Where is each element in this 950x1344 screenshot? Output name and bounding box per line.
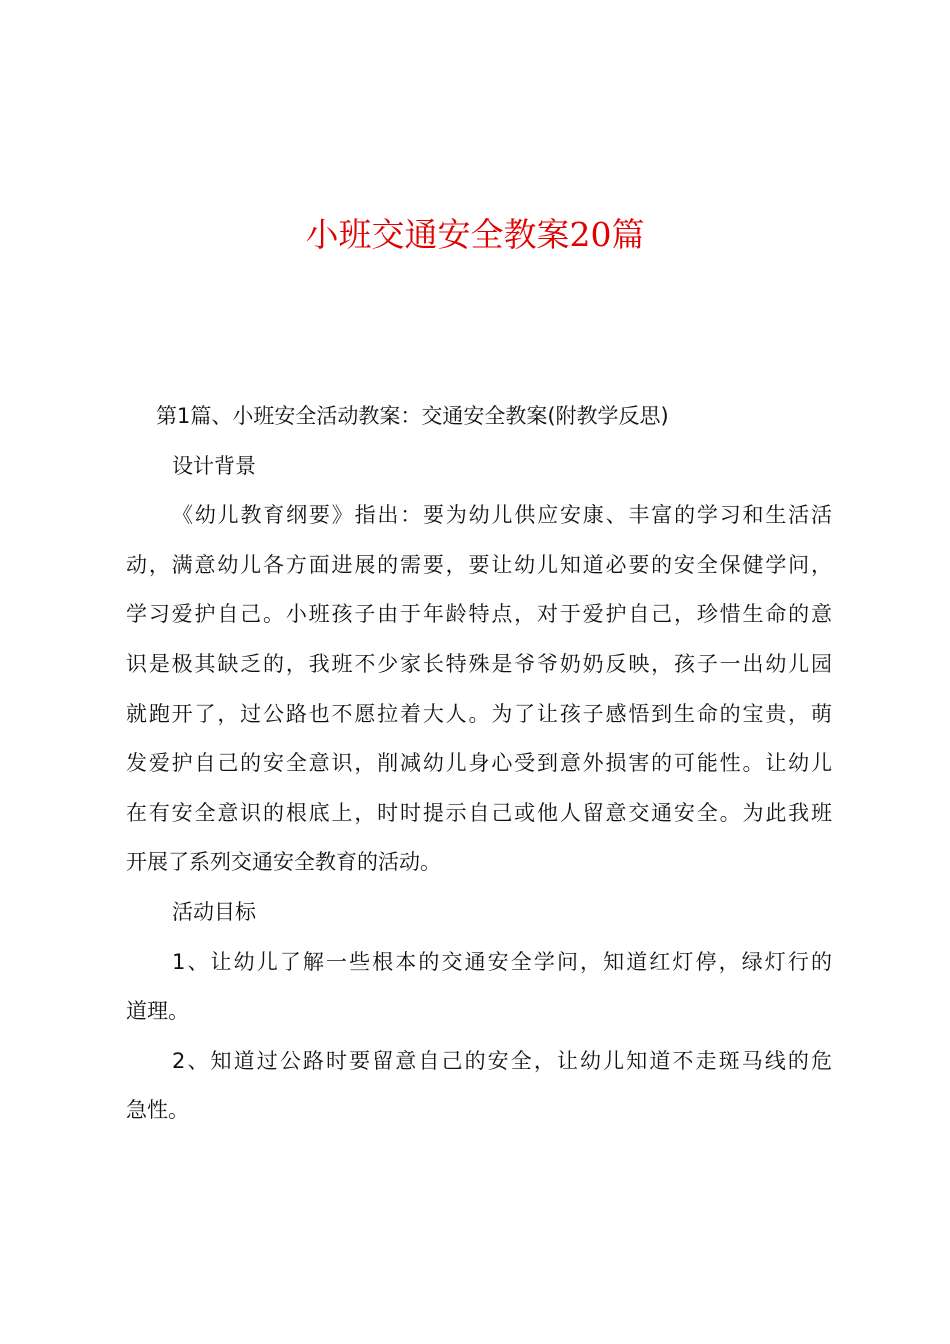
document-body [126,392,832,1136]
paragraph-line: 发爱护自己的安全意识，削减幼儿身心受到意外损害的可能性。让幼儿 [126,751,832,776]
paragraph-line: 识是极其缺乏的，我班不少家长特殊是爷爷奶奶反映，孩子一出幼儿园 [126,651,832,676]
paragraph-line: 急性。 [126,1098,189,1123]
paragraph-line: 道理。 [126,999,189,1024]
paragraph-line: 《幼儿教育纲要》指出：要为幼儿供应安康、丰富的学习和生活活 [172,503,832,528]
paragraph-line: 2、知道过公路时要留意自己的安全，让幼儿知道不走斑马线的危 [172,1048,832,1073]
paragraph-line: 1、让幼儿了解一些根本的交通安全学问，知道红灯停，绿灯行的 [172,949,832,974]
section-heading: 第1篇、小班安全活动教案：交通安全教案(附教学反思) [156,404,669,428]
goal-item-2 [126,1037,832,1136]
paragraph-line: 开展了系列交通安全教育的活动。 [126,850,441,875]
goal-item-1 [126,938,832,1037]
background-heading: 设计背景 [172,453,256,478]
paragraph-line: 动，满意幼儿各方面进展的需要，要让幼儿知道必要的安全保健学问， [126,552,832,577]
paragraph-line: 在有安全意识的根底上，时时提示自己或他人留意交通安全。为此我班 [126,800,832,825]
paragraph-line: 就跑开了，过公路也不愿拉着大人。为了让孩子感悟到生命的宝贵，萌 [126,701,832,726]
goals-heading: 活动目标 [172,899,256,924]
paragraph-line: 学习爱护自己。小班孩子由于年龄特点，对于爱护自己，珍惜生命的意 [126,602,832,627]
document-title: 小班交通安全教案20篇 [305,215,645,254]
background-paragraph [126,491,832,888]
